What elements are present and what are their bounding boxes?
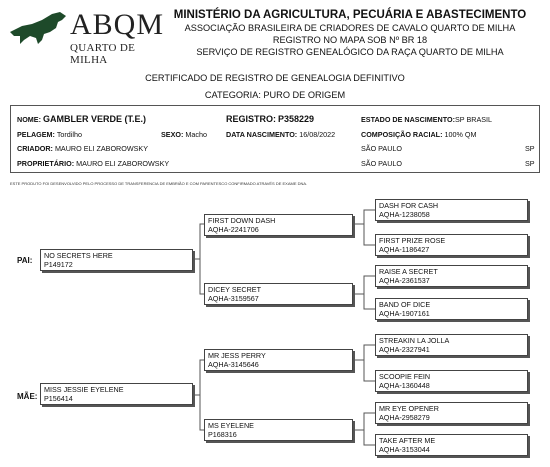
racial-composition-label: COMPOSIÇÃO RACIAL: (361, 130, 443, 139)
paternal-grandsire-box (204, 214, 353, 236)
great-grandsire-2-registration: AQHA-2361537 (379, 275, 430, 285)
owner-state: SP (525, 159, 535, 168)
owner-value: MAURO ELI ZABOROWSKY (76, 159, 170, 168)
dam-registration: P156414 (44, 393, 73, 403)
great-grandsire-3-name: STREAKIN LA JOLLA (379, 336, 450, 345)
great-granddam-2-box (375, 298, 528, 320)
great-grandsire-3-box (375, 334, 528, 356)
great-grandsire-1-registration: AQHA-1238058 (379, 209, 430, 219)
great-granddam-3-registration: AQHA-1360448 (379, 380, 430, 390)
dam-box (40, 383, 193, 405)
sire-registration: P149172 (44, 259, 73, 269)
owner-label: PROPRIETÁRIO: (17, 159, 75, 168)
great-granddam-4-name: TAKE AFTER ME (379, 436, 436, 445)
paternal-granddam-registration: AQHA-3159567 (208, 293, 259, 303)
birth-country-value: BRASIL (466, 115, 493, 124)
great-granddam-1-box (375, 234, 528, 256)
header-association: ASSOCIAÇÃO BRASILEIRA DE CRIADORES DE CAVALO QUARTO DE MILHA (184, 23, 516, 33)
sex-value: Macho (185, 130, 207, 139)
breeder-value: MAURO ELI ZABOROWSKY (54, 144, 148, 153)
great-granddam-3-box (375, 370, 528, 392)
breeder-label: CRIADOR: (17, 144, 53, 153)
maternal-granddam-name: MS EYELENE (208, 421, 254, 430)
certificate-category: CATEGORIA: PURO DE ORIGEM (204, 90, 346, 100)
great-grandsire-1-name: DASH FOR CASH (379, 201, 439, 210)
maternal-grandsire-name: MR JESS PERRY (208, 351, 266, 360)
logo-subtitle: QUARTO DE MILHA (70, 42, 136, 66)
great-grandsire-4-name: MR EYE OPENER (379, 404, 439, 413)
maternal-grandsire-registration: AQHA-3145646 (208, 359, 259, 369)
great-grandsire-2-name: RAISE A SECRET (379, 267, 438, 276)
certificate-title: CERTIFICADO DE REGISTRO DE GENEALOGIA DEFINITIVO (145, 73, 405, 83)
registration-label: REGISTRO: (226, 114, 277, 124)
great-granddam-1-name: FIRST PRIZE ROSE (379, 236, 446, 245)
coat-value: Tordilho (56, 130, 82, 139)
logo-text: ABQM (70, 8, 165, 41)
great-grandsire-4-box (375, 402, 528, 424)
breeder-state: SP (525, 144, 535, 153)
registration-value: P358229 (278, 114, 315, 124)
great-grandsire-1-box (375, 199, 528, 221)
great-granddam-3-name: SCOOPIE FEIN (379, 372, 431, 381)
dam-name: MISS JESSIE EYELENE (44, 385, 124, 394)
sire-box (40, 249, 193, 271)
birth-state-label: ESTADO DE NASCIMENTO: (361, 115, 455, 124)
sire-label: PAI: (17, 256, 33, 265)
coat-label: PELAGEM: (17, 130, 55, 139)
great-grandsire-2-box (375, 265, 528, 287)
great-granddam-2-name: BAND OF DICE (379, 300, 431, 309)
maternal-granddam-box (204, 419, 353, 441)
maternal-granddam-registration: P168316 (208, 429, 237, 439)
dam-label: MÃE: (17, 392, 38, 401)
paternal-granddam-name: DICEY SECRET (208, 285, 261, 294)
paternal-grandsire-name: FIRST DOWN DASH (208, 216, 276, 225)
breeder-city: SÃO PAULO (361, 144, 403, 153)
owner-city: SÃO PAULO (361, 159, 403, 168)
sire-name: NO SECRETS HERE (44, 251, 113, 260)
header-service: SERVIÇO DE REGISTRO GENEALÓGICO DA RAÇA QUARTO DE MILHA (196, 47, 504, 57)
great-granddam-4-box (375, 434, 528, 456)
birth-date-value: 16/08/2022 (299, 130, 336, 139)
racial-composition-value: 100% QM (444, 130, 477, 139)
birth-date-label: DATA NASCIMENTO: (226, 130, 298, 139)
paternal-granddam-box (204, 283, 353, 305)
great-granddam-4-registration: AQHA-3153044 (379, 444, 430, 454)
maternal-grandsire-box (204, 349, 353, 371)
great-grandsire-3-registration: AQHA-2327941 (379, 344, 430, 354)
birth-state-value: SP (454, 115, 465, 124)
name-label: NOME: (17, 115, 41, 124)
header-registry: REGISTRO NO MAPA SOB Nº BR 18 (272, 35, 428, 45)
name-value: GAMBLER VERDE (T.E.) (42, 114, 146, 124)
paternal-grandsire-registration: AQHA-2241706 (208, 224, 259, 234)
great-granddam-2-registration: AQHA-1907161 (379, 308, 430, 318)
great-grandsire-4-registration: AQHA-2958279 (379, 412, 430, 422)
sex-label: SEXO: (161, 130, 184, 139)
header-ministry: MINISTÉRIO DA AGRICULTURA, PECUÁRIA E ABASTECIMENTO (173, 9, 527, 21)
great-granddam-1-registration: AQHA-1186427 (379, 244, 430, 254)
embryo-transfer-note: ESTE PRODUTO FOI DESENVOLVIDO PELO PROCESSO DE TRANSFERENCIA DE EMBRIÃO E COM PARENTESCO CONFIRMADO ATRAVÉS DE EXAME DNA. (10, 181, 308, 186)
